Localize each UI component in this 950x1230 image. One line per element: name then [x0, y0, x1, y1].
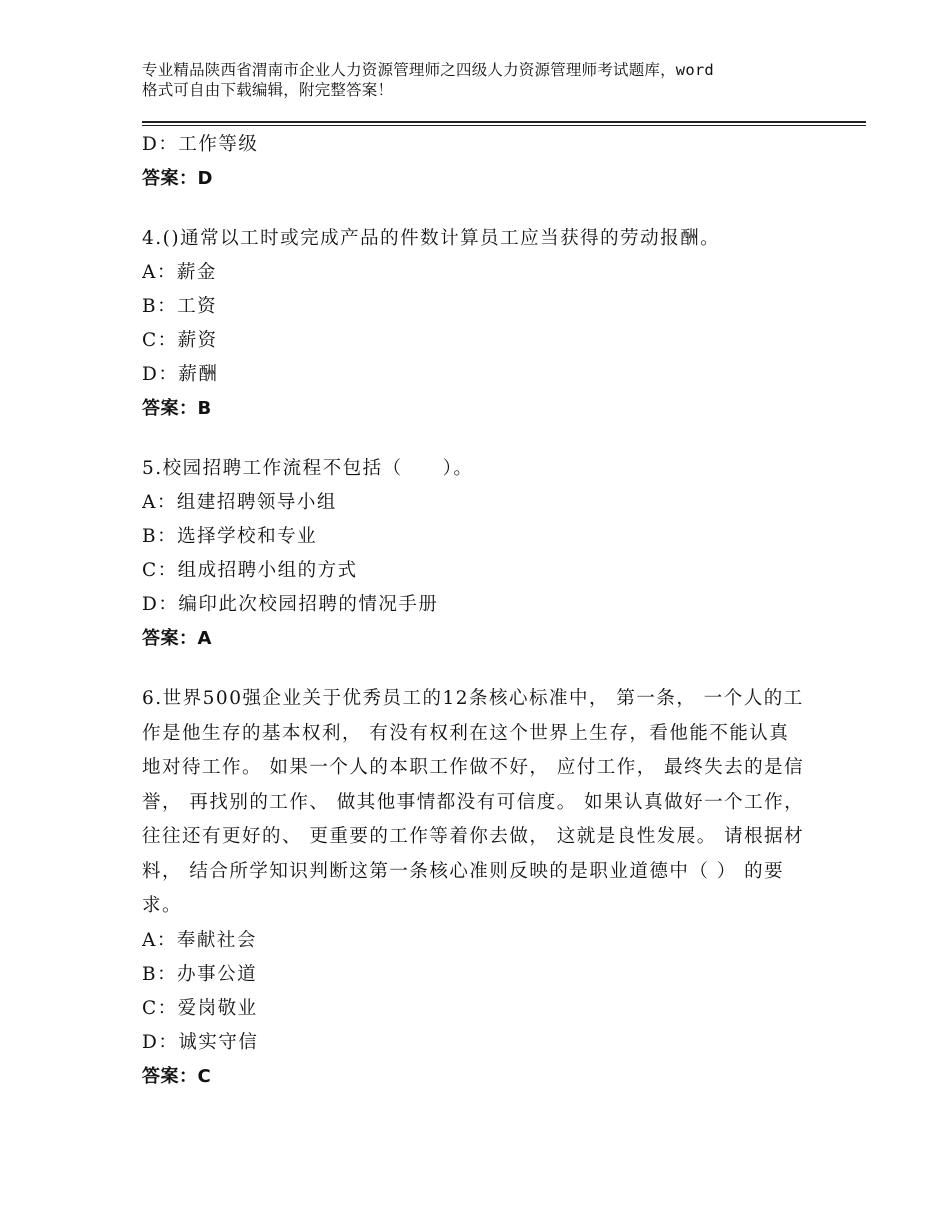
option-a: A：薪金 [142, 262, 217, 283]
question-text: 6.世界500强企业关于优秀员工的12条核心标准中， 第一条， 一个人的工作是他生存的基本权利， 有没有权利在这个世界上生存，看他能不能认真地对待工作。 如果一个人的本职工作做不好， 应付工作， 最终失去的是信誉， 再找别的工作、 做其他事情都没有可信度。 如果认真做好一个工作， 往往还有更好的、 更重要的工作等着你去做， 这就是良性发展。 请根据材料， 结合所学知识判断这第一条核心准则反映的是职业道德中（ ） 的要求。 [142, 688, 805, 916]
option-b: B：办事公道 [142, 963, 258, 985]
document-header [142, 60, 822, 100]
question-list [142, 128, 807, 1094]
question-text: 4.()通常以工时或完成产品的件数计算员工应当获得的劳动报酬。 [142, 228, 721, 249]
question-6 [142, 682, 807, 1094]
answer-value: A [197, 628, 212, 649]
answer-label: 答案： [142, 168, 198, 189]
answer-label: 答案： [142, 628, 198, 649]
option-a: A：组建招聘领导小组 [142, 492, 337, 513]
header-divider-thin [142, 125, 866, 126]
option-d: D：工作等级 [142, 134, 259, 155]
header-line-1: 专业精品陕西省渭南市企业人力资源管理师之四级人力资源管理师考试题库，word [142, 61, 714, 79]
question-text: 5.校园招聘工作流程不包括（ ）。 [142, 458, 474, 479]
option-d: D：诚实守信 [142, 1031, 259, 1053]
option-b: B：选择学校和专业 [142, 526, 318, 547]
option-b: B：工资 [142, 296, 218, 317]
answer-label: 答案： [142, 398, 198, 419]
answer-line [142, 1060, 807, 1094]
header-line-2: 格式可自由下载编辑，附完整答案！ [142, 81, 394, 99]
answer-value: B [197, 398, 212, 419]
answer-label: 答案： [142, 1065, 198, 1087]
question-4 [142, 222, 807, 426]
option-a: A：奉献社会 [142, 929, 257, 951]
header-divider-thick [142, 121, 866, 123]
option-c: C：薪资 [142, 330, 218, 351]
option-d: D：编印此次校园招聘的情况手册 [142, 594, 439, 615]
answer-line [142, 392, 807, 426]
answer-value: D [197, 168, 213, 189]
option-d: D：薪酬 [142, 364, 219, 385]
answer-value: C [197, 1065, 212, 1087]
answer-line [142, 162, 807, 196]
option-c: C：组成招聘小组的方式 [142, 560, 358, 581]
question-5 [142, 452, 807, 656]
option-c: C：爱岗敬业 [142, 997, 258, 1019]
answer-line [142, 622, 807, 656]
question-3-continued [142, 128, 807, 196]
